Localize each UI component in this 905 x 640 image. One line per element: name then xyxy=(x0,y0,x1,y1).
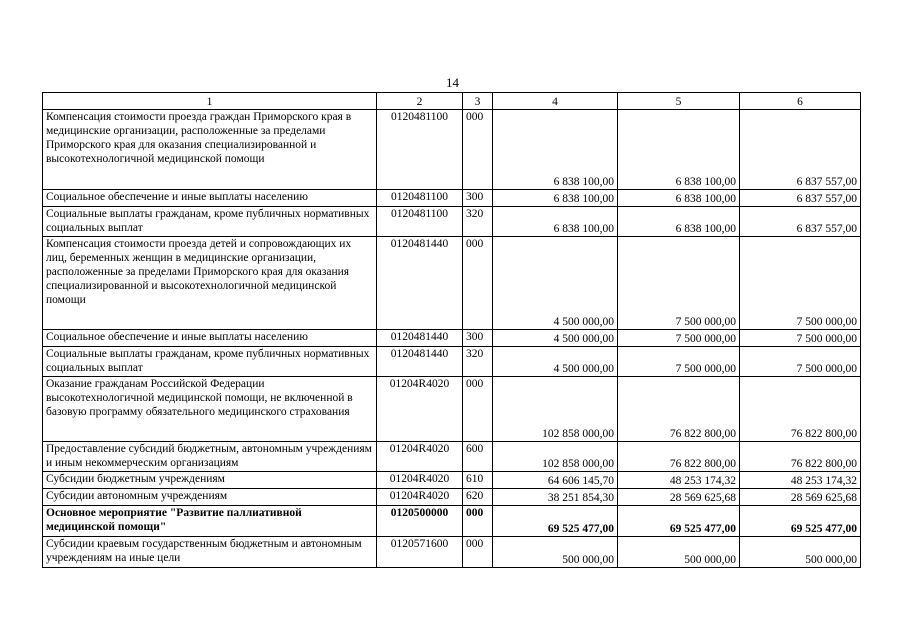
row-type-code: 300 xyxy=(463,330,493,347)
row-amount-col5: 6 838 100,00 xyxy=(618,110,740,190)
row-amount-col6: 69 525 477,00 xyxy=(740,506,861,537)
row-type-code: 000 xyxy=(463,506,493,537)
row-code: 0120481440 xyxy=(377,347,463,377)
column-header-2: 2 xyxy=(377,93,463,110)
row-code: 0120481100 xyxy=(377,190,463,207)
row-type-code: 000 xyxy=(463,110,493,190)
row-amount-col5: 500 000,00 xyxy=(618,537,740,568)
row-amount-col6: 28 569 625,68 xyxy=(740,489,861,506)
table-row xyxy=(43,207,861,237)
row-type-code: 000 xyxy=(463,237,493,330)
row-amount-col4: 4 500 000,00 xyxy=(493,237,618,330)
row-amount-col6: 7 500 000,00 xyxy=(740,237,861,330)
row-amount-col4: 500 000,00 xyxy=(493,537,618,568)
header-row xyxy=(43,93,861,110)
row-amount-col5: 28 569 625,68 xyxy=(618,489,740,506)
page-number: 14 xyxy=(446,75,459,90)
table-row xyxy=(43,537,861,568)
table-row xyxy=(43,237,861,330)
column-header-4: 4 xyxy=(493,93,618,110)
row-type-code: 320 xyxy=(463,347,493,377)
row-code: 01204R4020 xyxy=(377,489,463,506)
row-amount-col6: 76 822 800,00 xyxy=(740,377,861,442)
row-amount-col6: 7 500 000,00 xyxy=(740,330,861,347)
row-name: Оказание гражданам Российской Федерации высокотехнологичной медицинской помощи, не включенной в базовую программу обязательного медицинского страхования xyxy=(43,377,377,442)
column-header-6: 6 xyxy=(740,93,861,110)
table-row xyxy=(43,489,861,506)
row-amount-col5: 6 838 100,00 xyxy=(618,207,740,237)
row-amount-col4: 102 858 000,00 xyxy=(493,377,618,442)
row-name: Социальные выплаты гражданам, кроме публичных нормативных социальных выплат xyxy=(43,347,377,377)
row-name: Социальное обеспечение и иные выплаты населению xyxy=(43,190,377,207)
table-row xyxy=(43,330,861,347)
row-code: 0120500000 xyxy=(377,506,463,537)
row-amount-col4: 6 838 100,00 xyxy=(493,110,618,190)
table-row xyxy=(43,472,861,489)
row-type-code: 000 xyxy=(463,377,493,442)
row-amount-col6: 6 837 557,00 xyxy=(740,110,861,190)
row-name: Компенсация стоимости проезда детей и сопровождающих их лиц, беременных женщин в медицинские организации, расположенные за пределами Приморского края для оказания специализированной и высокотехнологичной медицинской помощи xyxy=(43,237,377,330)
row-amount-col4: 38 251 854,30 xyxy=(493,489,618,506)
row-amount-col6: 76 822 800,00 xyxy=(740,442,861,472)
row-code: 0120481440 xyxy=(377,330,463,347)
row-amount-col6: 6 837 557,00 xyxy=(740,190,861,207)
row-amount-col5: 69 525 477,00 xyxy=(618,506,740,537)
row-amount-col4: 6 838 100,00 xyxy=(493,207,618,237)
row-amount-col4: 6 838 100,00 xyxy=(493,190,618,207)
table-row xyxy=(43,442,861,472)
row-amount-col6: 6 837 557,00 xyxy=(740,207,861,237)
row-amount-col4: 69 525 477,00 xyxy=(493,506,618,537)
row-code: 0120571600 xyxy=(377,537,463,568)
row-amount-col5: 7 500 000,00 xyxy=(618,237,740,330)
table-row xyxy=(43,110,861,190)
row-name: Компенсация стоимости проезда граждан Приморского края в медицинские организации, расположенные за пределами Приморского края для оказания специализированной и высокотехнологичной медицинской помощи xyxy=(43,110,377,190)
row-amount-col4: 64 606 145,70 xyxy=(493,472,618,489)
row-amount-col5: 76 822 800,00 xyxy=(618,377,740,442)
row-amount-col6: 7 500 000,00 xyxy=(740,347,861,377)
budget-table xyxy=(42,92,861,568)
row-amount-col5: 7 500 000,00 xyxy=(618,347,740,377)
row-amount-col4: 4 500 000,00 xyxy=(493,330,618,347)
row-amount-col6: 48 253 174,32 xyxy=(740,472,861,489)
row-name: Социальные выплаты гражданам, кроме публичных нормативных социальных выплат xyxy=(43,207,377,237)
row-code: 0120481100 xyxy=(377,207,463,237)
row-type-code: 620 xyxy=(463,489,493,506)
row-amount-col5: 6 838 100,00 xyxy=(618,190,740,207)
column-header-5: 5 xyxy=(618,93,740,110)
row-name: Субсидии автономным учреждениям xyxy=(43,489,377,506)
row-name: Предоставление субсидий бюджетным, автономным учреждениям и иным некоммерческим организациям xyxy=(43,442,377,472)
row-amount-col4: 4 500 000,00 xyxy=(493,347,618,377)
row-name: Субсидии краевым государственным бюджетным и автономным учреждениям на иные цели xyxy=(43,537,377,568)
row-amount-col6: 500 000,00 xyxy=(740,537,861,568)
row-amount-col4: 102 858 000,00 xyxy=(493,442,618,472)
row-code: 0120481440 xyxy=(377,237,463,330)
row-type-code: 300 xyxy=(463,190,493,207)
row-type-code: 320 xyxy=(463,207,493,237)
row-amount-col5: 76 822 800,00 xyxy=(618,442,740,472)
row-amount-col5: 48 253 174,32 xyxy=(618,472,740,489)
row-code: 01204R4020 xyxy=(377,377,463,442)
row-type-code: 610 xyxy=(463,472,493,489)
row-name: Субсидии бюджетным учреждениям xyxy=(43,472,377,489)
row-type-code: 000 xyxy=(463,537,493,568)
row-code: 01204R4020 xyxy=(377,442,463,472)
table-row xyxy=(43,347,861,377)
row-name: Социальное обеспечение и иные выплаты населению xyxy=(43,330,377,347)
column-header-3: 3 xyxy=(463,93,493,110)
row-code: 0120481100 xyxy=(377,110,463,190)
column-header-1: 1 xyxy=(43,93,377,110)
row-name: Основное мероприятие "Развитие паллиативной медицинской помощи" xyxy=(43,506,377,537)
row-type-code: 600 xyxy=(463,442,493,472)
table-row xyxy=(43,506,861,537)
budget-table-body xyxy=(43,93,861,568)
table-row xyxy=(43,377,861,442)
row-code: 01204R4020 xyxy=(377,472,463,489)
table-row xyxy=(43,190,861,207)
row-amount-col5: 7 500 000,00 xyxy=(618,330,740,347)
